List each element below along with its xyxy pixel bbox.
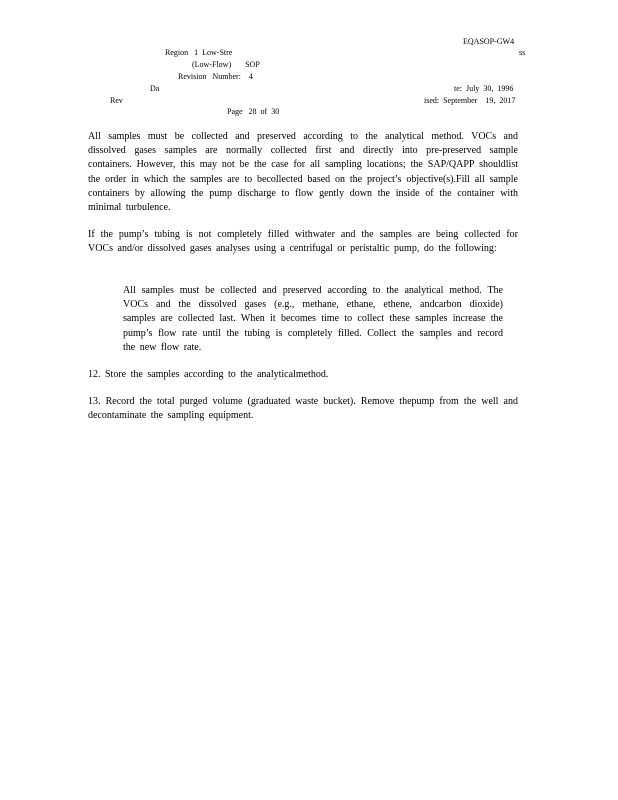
step-13: 13. Record the total purged volume (graduated waste bucket). Remove thepump from the well and decontaminate the sampling equipment. <box>88 396 518 422</box>
revision-line: Revision Number: 4 <box>178 72 253 81</box>
doc-id: EQASOP-GW4 <box>463 37 515 46</box>
lowflow-line: (Low-Flow) SOP <box>192 60 260 69</box>
date-right: te: July 30, 1996 <box>454 84 514 93</box>
paragraph-1: All samples must be collected and preserved according to the analytical method. VOCs and dissolved gases samples are normally collected first and directly into pre-preserved sample containers. However, this may not be the case for all sampling locations; the SAP/QAPP shouldlist the order in which the samples are to becollected based on the project’s objective(s).Fill all sample containers by allowing the pump discharge to flow gently down the inside of the container with minimal turbulence. <box>88 131 518 214</box>
region-line: Region 1 Low-Stre <box>165 48 233 57</box>
rev-left: Rev <box>110 96 123 105</box>
step-12: 12. Store the samples according to the analyticalmethod. <box>88 369 329 380</box>
paragraph-2: If the pump’s tubing is not completely filled withwater and the samples are being collected for VOCs and/or dissolved gases analyses using a centrifugal or peristaltic pump, do the following: <box>88 229 518 255</box>
rev-right: ised: September 19, 2017 <box>424 96 516 105</box>
paragraph-3-indented: All samples must be collected and preserved according to the analytical method. The VOCs and the dissolved gases (e.g., methane, ethane, ethene, andcarbon dioxide) samples are collected last. When it becomes time to collect these samples increase the pump’s flow rate until the tubing is completely filled. Collect the samples and record the new flow rate. <box>123 285 503 353</box>
date-left: Da <box>150 84 160 93</box>
region-suffix: ss <box>519 48 526 57</box>
page-number: Page 28 of 30 <box>227 107 280 116</box>
